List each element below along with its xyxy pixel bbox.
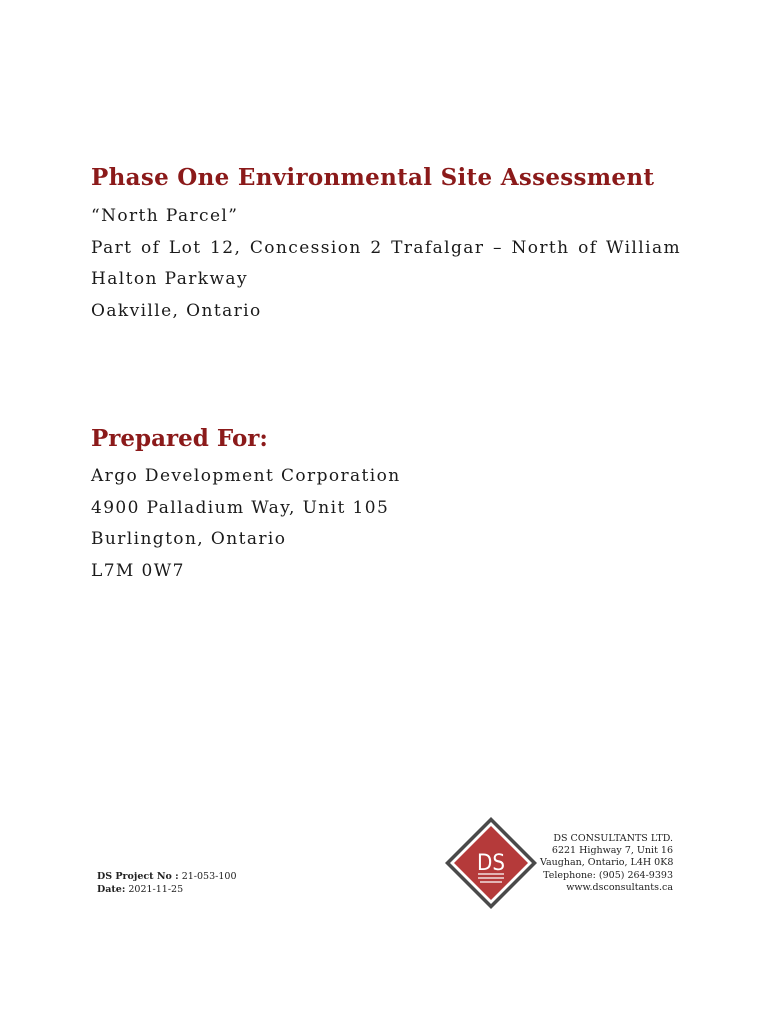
consultant-website[interactable]: www.dsconsultants.ca: [566, 881, 673, 893]
consultant-contact: [540, 833, 673, 894]
consultant-name: DS CONSULTANTS LTD.: [553, 833, 673, 844]
consultant-phone: Telephone: (905) 264-9393: [543, 869, 673, 881]
consultant-street: 6221 Highway 7, Unit 16: [551, 845, 673, 857]
site-legal-description-cont: Halton Parkway: [91, 269, 248, 289]
client-postal-code: L7M 0W7: [91, 560, 185, 581]
project-number-label: DS Project No :: [97, 871, 179, 882]
project-number-row: [97, 870, 237, 883]
project-info: [97, 870, 237, 896]
project-date-label: Date:: [97, 884, 126, 895]
consultant-city: Vaughan, Ontario, L4H 0K8: [540, 857, 674, 869]
site-description: [91, 201, 681, 327]
report-title: Phase One Environmental Site Assessment: [91, 164, 655, 191]
client-street: 4900 Palladium Way, Unit 105: [91, 497, 390, 518]
project-number: 21-053-100: [181, 871, 237, 882]
logo-lettering: DS: [477, 851, 505, 876]
prepared-for-heading: Prepared For:: [91, 425, 268, 452]
site-legal-description: Part of Lot 12, Concession 2 Trafalgar – North of William: [91, 237, 681, 258]
client-city: Burlington, Ontario: [91, 529, 287, 549]
ds-consultants-logo: [444, 816, 538, 910]
client-company: Argo Development Corporation: [91, 466, 401, 486]
client-address: [91, 461, 681, 587]
project-date-row: [97, 883, 237, 896]
site-name: “North Parcel”: [91, 206, 239, 226]
project-date: 2021-11-25: [128, 884, 184, 895]
site-city: Oakville, Ontario: [91, 300, 262, 321]
